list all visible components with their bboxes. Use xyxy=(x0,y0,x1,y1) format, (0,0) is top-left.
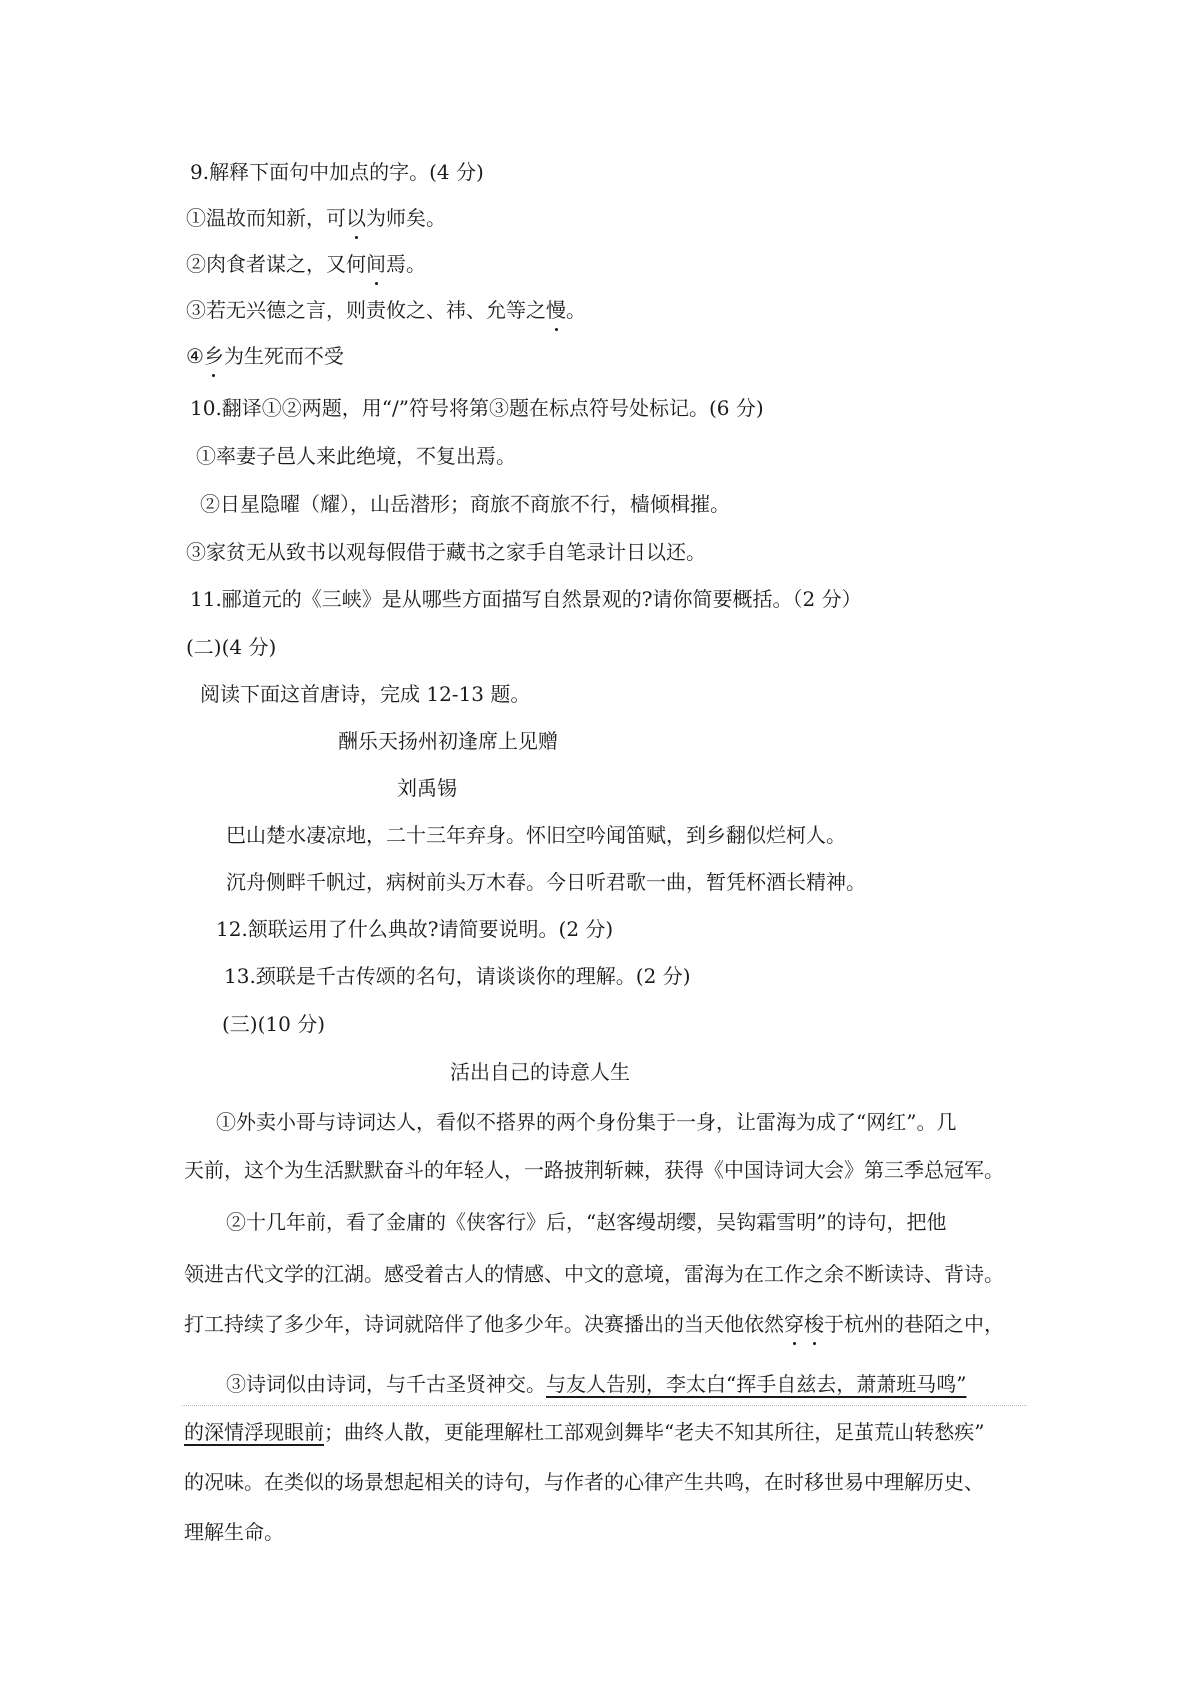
emphasis-dot-char: 梭 xyxy=(804,1312,824,1336)
emphasis-dot-char: 穿 xyxy=(784,1312,804,1336)
paragraph-2-line-3-text: 打工持续了多少年，诗词就陪伴了他多少年。决赛播出的当天他依然 xyxy=(184,1312,784,1336)
q9-item-2 xyxy=(186,250,426,278)
emphasis-dot-char: 慢 xyxy=(546,298,566,322)
q9-item-4-text-end: 为生死而不受 xyxy=(223,344,344,368)
section-2-header: (二)(4 分) xyxy=(186,635,277,659)
paragraph-2-line-1: ②十几年前，看了金庸的《侠客行》后，“赵客缦胡缨，吴钩霜雪明”的诗句，把他 xyxy=(226,1210,947,1234)
q9-item-3-text-end: 。 xyxy=(566,298,586,322)
q9-item-1-text: ①温故而知新，可 xyxy=(186,206,346,230)
underlined-text: 的深情浮现眼前 xyxy=(184,1420,324,1444)
poem-author: 刘禹锡 xyxy=(397,776,457,800)
q10-item-3: ③家贫无从致书以观每假借于藏书之家手自笔录计日以还。 xyxy=(186,540,706,564)
paragraph-2-line-2: 领进古代文学的江湖。感受着古人的情感、中文的意境，雷海为在工作之余不断读诗、背诗。 xyxy=(184,1262,1004,1286)
poem-title: 酬乐天扬州初逢席上见赠 xyxy=(338,729,558,753)
q9-item-1-text-end: 为师矣。 xyxy=(366,206,446,230)
emphasis-dot-char: 间 xyxy=(366,252,386,276)
poem-line-1: 巴山楚水凄凉地，二十三年弃身。怀旧空吟闻笛赋，到乡翻似烂柯人。 xyxy=(226,823,846,847)
poem-line-2: 沉舟侧畔千帆过，病树前头万木春。今日听君歌一曲，暂凭杯酒长精神。 xyxy=(226,870,866,894)
paragraph-1-line-1: ①外卖小哥与诗词达人，看似不搭界的两个身份集于一身，让雷海为成了“网红”。几 xyxy=(216,1110,957,1134)
emphasis-dot-char: 乡 xyxy=(203,344,224,368)
paragraph-2-line-3 xyxy=(184,1310,1004,1338)
q9-item-2-text-end: 焉。 xyxy=(386,252,426,276)
paragraph-1-line-2: 天前，这个为生活默默奋斗的年轻人，一路披荆斩棘，获得《中国诗词大会》第三季总冠军。 xyxy=(184,1158,1004,1182)
q9-item-2-text: ②肉食者谋之，又何 xyxy=(186,252,366,276)
q9-item-4 xyxy=(186,342,344,370)
emphasis-dot-char: 以 xyxy=(346,206,366,230)
paragraph-3-line-1-text: ③诗词似由诗词，与千古圣贤神交。 xyxy=(226,1372,546,1396)
underlined-text: 与友人告别，李太白“挥手自兹去，萧萧班马鸣” xyxy=(546,1372,967,1396)
q10-title: 10.翻译①②两题，用“/”符号将第③题在标点符号处标记。(6 分) xyxy=(190,396,764,420)
article-title: 活出自己的诗意人生 xyxy=(450,1060,630,1084)
q10-item-2: ②日星隐曜（耀），山岳潜形；商旅不商旅不行，樯倾楫摧。 xyxy=(200,492,730,516)
paragraph-3-line-1 xyxy=(226,1370,966,1398)
paragraph-3-line-2 xyxy=(184,1418,984,1446)
q9-item-1 xyxy=(186,204,446,232)
q9-item-3 xyxy=(186,296,586,324)
q9-title: 9.解释下面句中加点的字。(4 分) xyxy=(190,160,484,184)
paragraph-2-line-3-text-end: 于杭州的巷陌之中， xyxy=(824,1312,1004,1336)
q9-item-4-text: ④ xyxy=(186,344,204,368)
paragraph-3-line-3: 的况味。在类似的场景想起相关的诗句，与作者的心律产生共鸣，在时移世易中理解历史、 xyxy=(184,1470,984,1494)
paragraph-3-line-2-text: ；曲终人散，更能理解杜工部观剑舞毕“老夫不知其所往，足茧荒山转愁疾” xyxy=(324,1420,985,1444)
q11-title: 11.郦道元的《三峡》是从哪些方面描写自然景观的?请你简要概括。（2 分） xyxy=(190,587,862,611)
q9-item-3-text: ③若无兴德之言，则责攸之、祎、允等之 xyxy=(186,298,546,322)
section-3-header: (三)(10 分) xyxy=(222,1012,326,1036)
q12-title: 12.颔联运用了什么典故?请简要说明。(2 分) xyxy=(216,917,614,941)
paragraph-3-line-4: 理解生命。 xyxy=(184,1520,284,1544)
q10-item-1: ①率妻子邑人来此绝境，不复出焉。 xyxy=(196,444,516,468)
q13-title: 13.颈联是千古传颂的名句，请谈谈你的理解。(2 分) xyxy=(224,964,691,988)
section-2-intro: 阅读下面这首唐诗，完成 12-13 题。 xyxy=(200,682,531,706)
dotted-divider xyxy=(182,1405,1027,1406)
